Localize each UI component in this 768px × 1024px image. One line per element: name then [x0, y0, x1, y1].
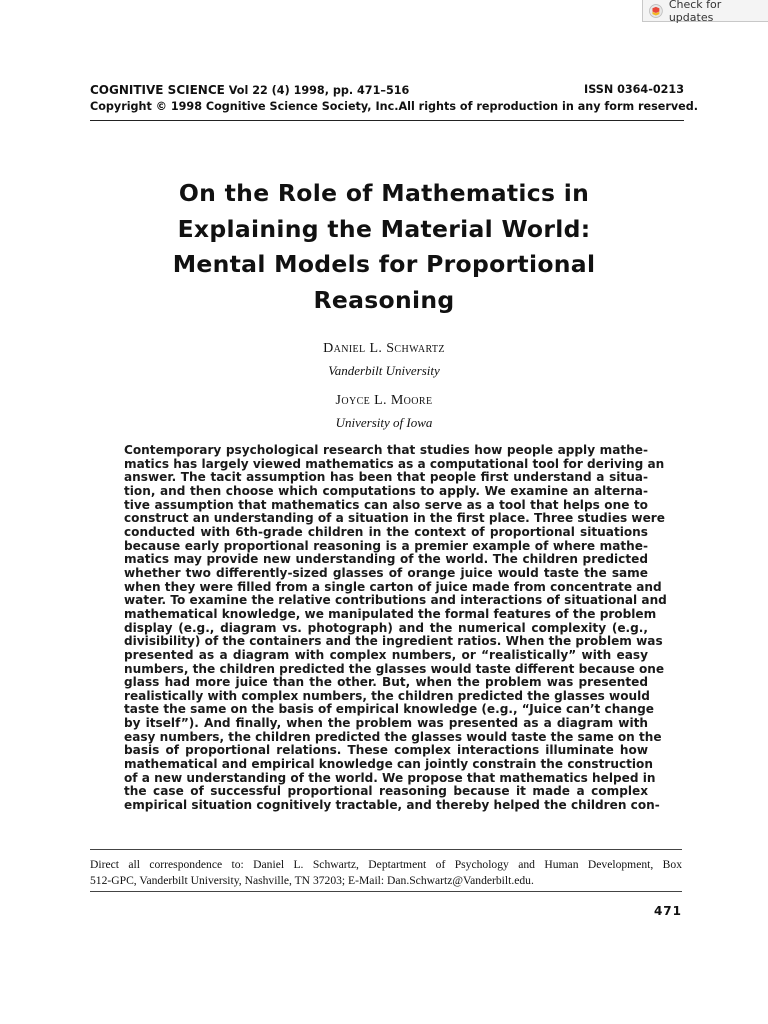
abstract-line: because early proportional reasoning is a premier example of where mathe- — [124, 538, 648, 553]
page-number: 471 — [653, 904, 682, 918]
abstract-line: glass had more juice than the other. But, when the problem was presented — [124, 675, 648, 690]
author-name: Joyce L. Moore — [335, 393, 433, 408]
abstract-line: answer. The tacit assumption has been that people first understand a situa- — [124, 470, 648, 485]
article-title — [100, 176, 668, 318]
abstract-line: basis of proportional relations. These complex interactions illuminate how — [124, 743, 648, 758]
abstract-line: empirical situation cognitively tractable, and thereby helped the children con- — [124, 798, 660, 813]
citation: Vol 22 (4) 1998, pp. 471–516 — [228, 84, 410, 97]
title-line: Reasoning — [313, 285, 455, 314]
issn: ISSN 0364-0213 — [584, 83, 684, 96]
rights-notice: All rights of reproduction in any form reserved. — [398, 100, 699, 113]
footnote-line: 512-GPC, Vanderbilt University, Nashville, TN 37203; E-Mail: Dan.Schwartz@Vanderbilt.edu. — [90, 873, 534, 887]
abstract-line: mathematical knowledge, we manipulated the formal features of the problem — [124, 606, 657, 621]
author-name: Daniel L. Schwartz — [323, 341, 445, 356]
author-affiliation: Vanderbilt University — [328, 363, 440, 378]
abstract-line: tion, and then choose which computations to apply. We examine an alterna- — [124, 483, 648, 498]
abstract-line: matics has largely viewed mathematics as a computational tool for deriving an — [124, 456, 665, 471]
check-for-updates-button[interactable] — [642, 0, 768, 22]
abstract-line: the case of successful proportional reasoning because it made a complex — [124, 784, 648, 799]
correspondence-footnote — [90, 857, 682, 888]
abstract-line: Contemporary psychological research that studies how people apply mathe- — [124, 443, 648, 457]
abstract-line: water. To examine the relative contributions and interactions of situational and — [124, 593, 667, 608]
copyright-notice: Copyright © 1998 Cognitive Science Society, Inc. — [90, 100, 399, 113]
journal-header — [90, 82, 699, 121]
title-line: On the Role of Mathematics in — [178, 179, 590, 207]
title-line: Explaining the Material World: — [177, 214, 591, 243]
footnote-line: Direct all correspondence to: Daniel L. Schwartz, Deptartment of Psychology and Human Development, Box — [90, 858, 682, 871]
check-for-updates-label: Check for updates — [668, 0, 722, 24]
footnote-rule — [90, 891, 682, 892]
abstract-line: taste the same on the basis of empirical knowledge (e.g., “Juice can’t change — [124, 702, 654, 717]
header-rule — [90, 120, 684, 121]
author-affiliation: University of Iowa — [335, 415, 433, 430]
abstract-line: of a new understanding of the world. We propose that mathematics helped in — [124, 770, 656, 785]
abstract-line: display (e.g., diagram vs. photograph) and the numerical complexity (e.g., — [124, 620, 648, 635]
journal-citation — [90, 82, 409, 99]
abstract-line: conducted with 6th-grade children in the context of proportional situations — [124, 524, 648, 539]
abstract-line: matics may provide new understanding of the world. The children predicted — [124, 552, 648, 567]
footnote-rule — [90, 849, 682, 850]
abstract-line: tive assumption that mathematics can also serve as a tool that helps one to — [124, 497, 648, 512]
abstract-line: construct an understanding of a situation in the first place. Three studies were — [124, 511, 665, 526]
abstract — [124, 443, 667, 813]
abstract-line: when they were filled from a single carton of juice made from concentrate and — [124, 579, 662, 594]
abstract-line: divisibility) of the containers and the ingredient ratios. When the problem was — [124, 634, 663, 649]
abstract-line: presented as a diagram with complex numbers, or “realistically” with easy — [124, 647, 648, 662]
abstract-line: numbers, the children predicted the glasses would taste different because one — [124, 661, 665, 676]
abstract-line: realistically with complex numbers, the children predicted the glasses would — [124, 688, 650, 703]
abstract-line: whether two differently-sized glasses of orange juice would taste the same — [124, 565, 648, 580]
abstract-line: by itself”). And finally, when the problem was presented as a diagram with — [124, 716, 648, 731]
journal-name: COGNITIVE SCIENCE — [90, 83, 225, 97]
crossmark-icon — [649, 4, 663, 18]
abstract-line: easy numbers, the children predicted the glasses would taste the same on the — [124, 729, 662, 744]
abstract-line: mathematical and empirical knowledge can jointly constrain the construction — [124, 757, 653, 772]
title-line: Mental Models for Proportional — [172, 250, 596, 278]
